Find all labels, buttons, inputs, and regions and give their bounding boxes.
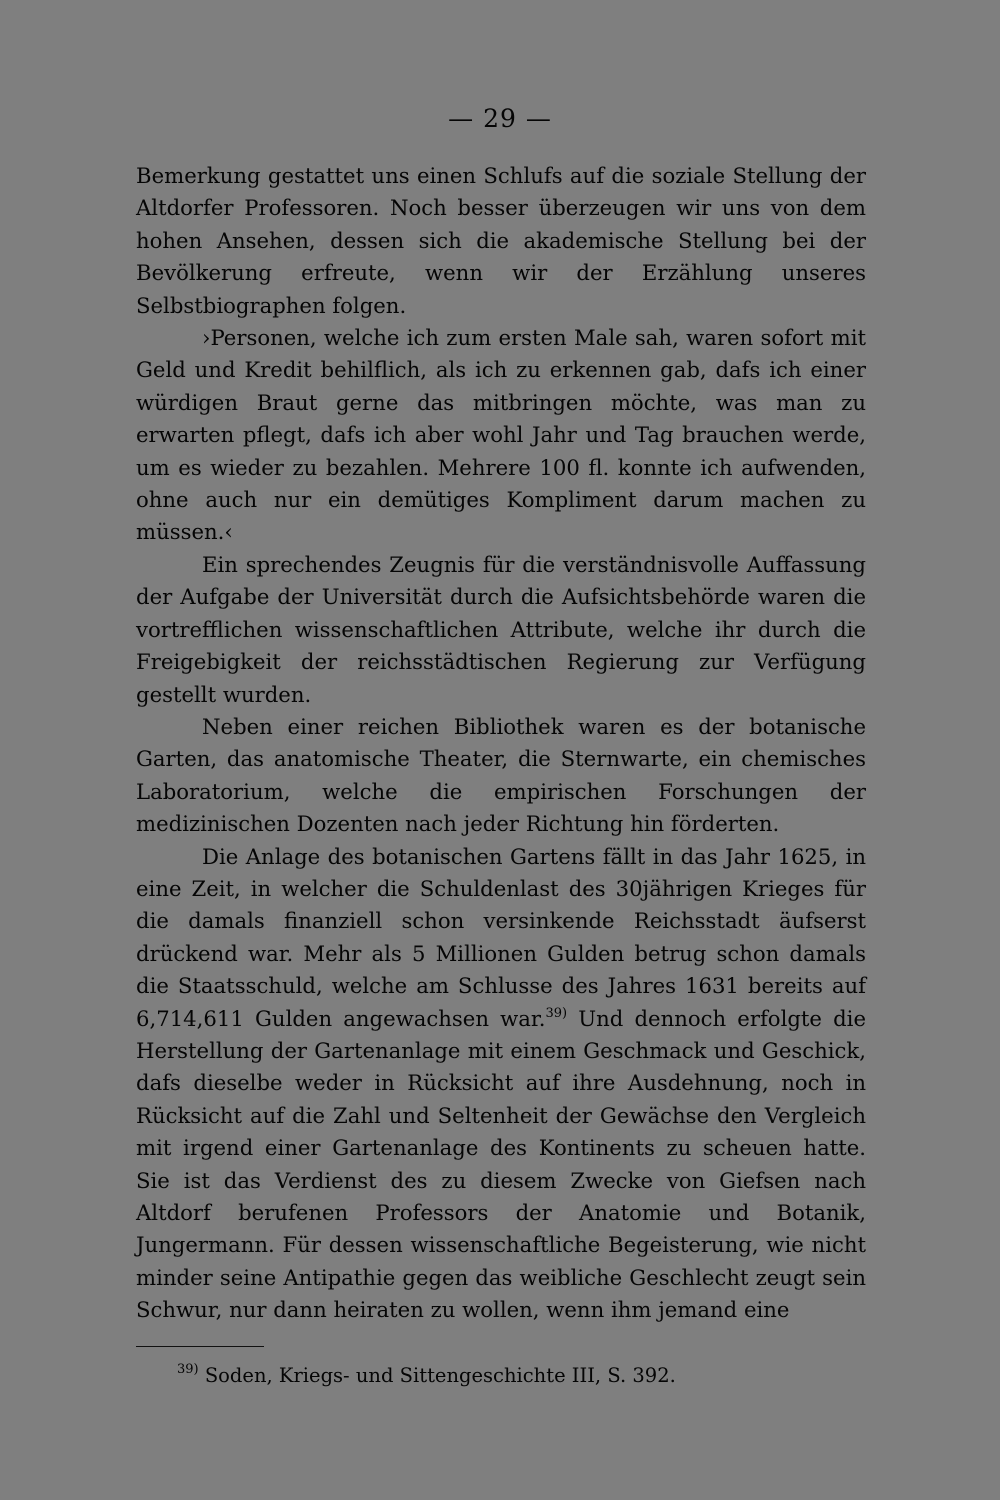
paragraph-5-text-after-reference: Und dennoch erfolgte die Herstellung der Gartenanlage mit einem Geschmack und Geschick, dafs dieselbe weder in Rücksicht auf ihre Ausdehnung, noch in Rücksicht auf die Zahl und Seltenheit der Gewächse den Vergleich mit irgend einer Gartenanlage des Kontinents zu scheuen hatte. Sie ist das Verdienst des zu diesem Zwecke von Giefsen nach Altdorf berufenen Professors der Anatomie und Botanik, Jungermann. Für dessen wissenschaftliche Begeisterung, wie nicht minder seine Antipathie gegen das weibliche Geschlecht zeugt sein Schwur, nur dann heiraten zu wollen, wenn ihm jemand eine [136, 1005, 867, 1323]
footnote-reference: 39) [545, 1005, 568, 1021]
body-text [136, 160, 866, 1327]
footnote-text: Soden, Kriegs- und Sittengeschichte III, S. 392. [198, 1364, 676, 1387]
footnote-marker: 39) [177, 1362, 199, 1377]
paragraph-2-quotation: ›Personen, welche ich zum ersten Male sah, waren sofort mit Geld und Kredit behilflich, als ich zu erkennen gab, dafs ich einer würdigen Braut gerne das mitbringen möchte, was man zu erwarten pflegt, dafs ich aber wohl Jahr und Tag brauchen werde, um es wieder zu bezahlen. Mehrere 100 fl. konnte ich aufwenden, ohne auch nur ein demütiges Kompliment darum machen zu müssen.‹ [136, 325, 866, 545]
paragraph-1: Bemerkung gestattet uns einen Schlufs auf die soziale Stellung der Altdorfer Professoren. Noch besser überzeugen wir uns von dem hohen Ansehen, dessen sich die akademische Stellung bei der Bevölkerung erfreute, wenn wir der Erzählung unseres Selbstbiographen folgen. [136, 163, 866, 318]
paragraph-4: Neben einer reichen Bibliothek waren es der botanische Garten, das anatomische Theater, die Sternwarte, ein chemisches Laboratorium, welche die empirischen Forschungen der medizinischen Dozenten nach jeder Richtung hin förderten. [136, 713, 866, 837]
paragraph-5 [136, 841, 866, 1327]
paragraph-3: Ein sprechendes Zeugnis für die verständnisvolle Auffassung der Aufgabe der Universität durch die Aufsichtsbehörde waren die vortrefflichen wissenschaftlichen Attribute, welche ihr durch die Freigebigkeit der reichsstädtischen Regierung zur Verfügung gestellt wurden. [136, 551, 866, 707]
paragraph-5-text-before-reference: Die Anlage des botanischen Gartens fällt in das Jahr 1625, in eine Zeit, in welcher die Schuldenlast des 30jährigen Krieges für die damals finanziell schon versinkende Reichsstadt äufserst drückend war. Mehr als 5 Millionen Gulden betrug schon damals die Staatsschuld, welche am Schlusse des Jahres 1631 bereits auf 6,714,611 Gulden angewachsen war. [136, 843, 866, 1031]
page-number: — 29 — [448, 104, 552, 133]
footnote [177, 1362, 676, 1390]
footnote-separator [136, 1346, 264, 1347]
